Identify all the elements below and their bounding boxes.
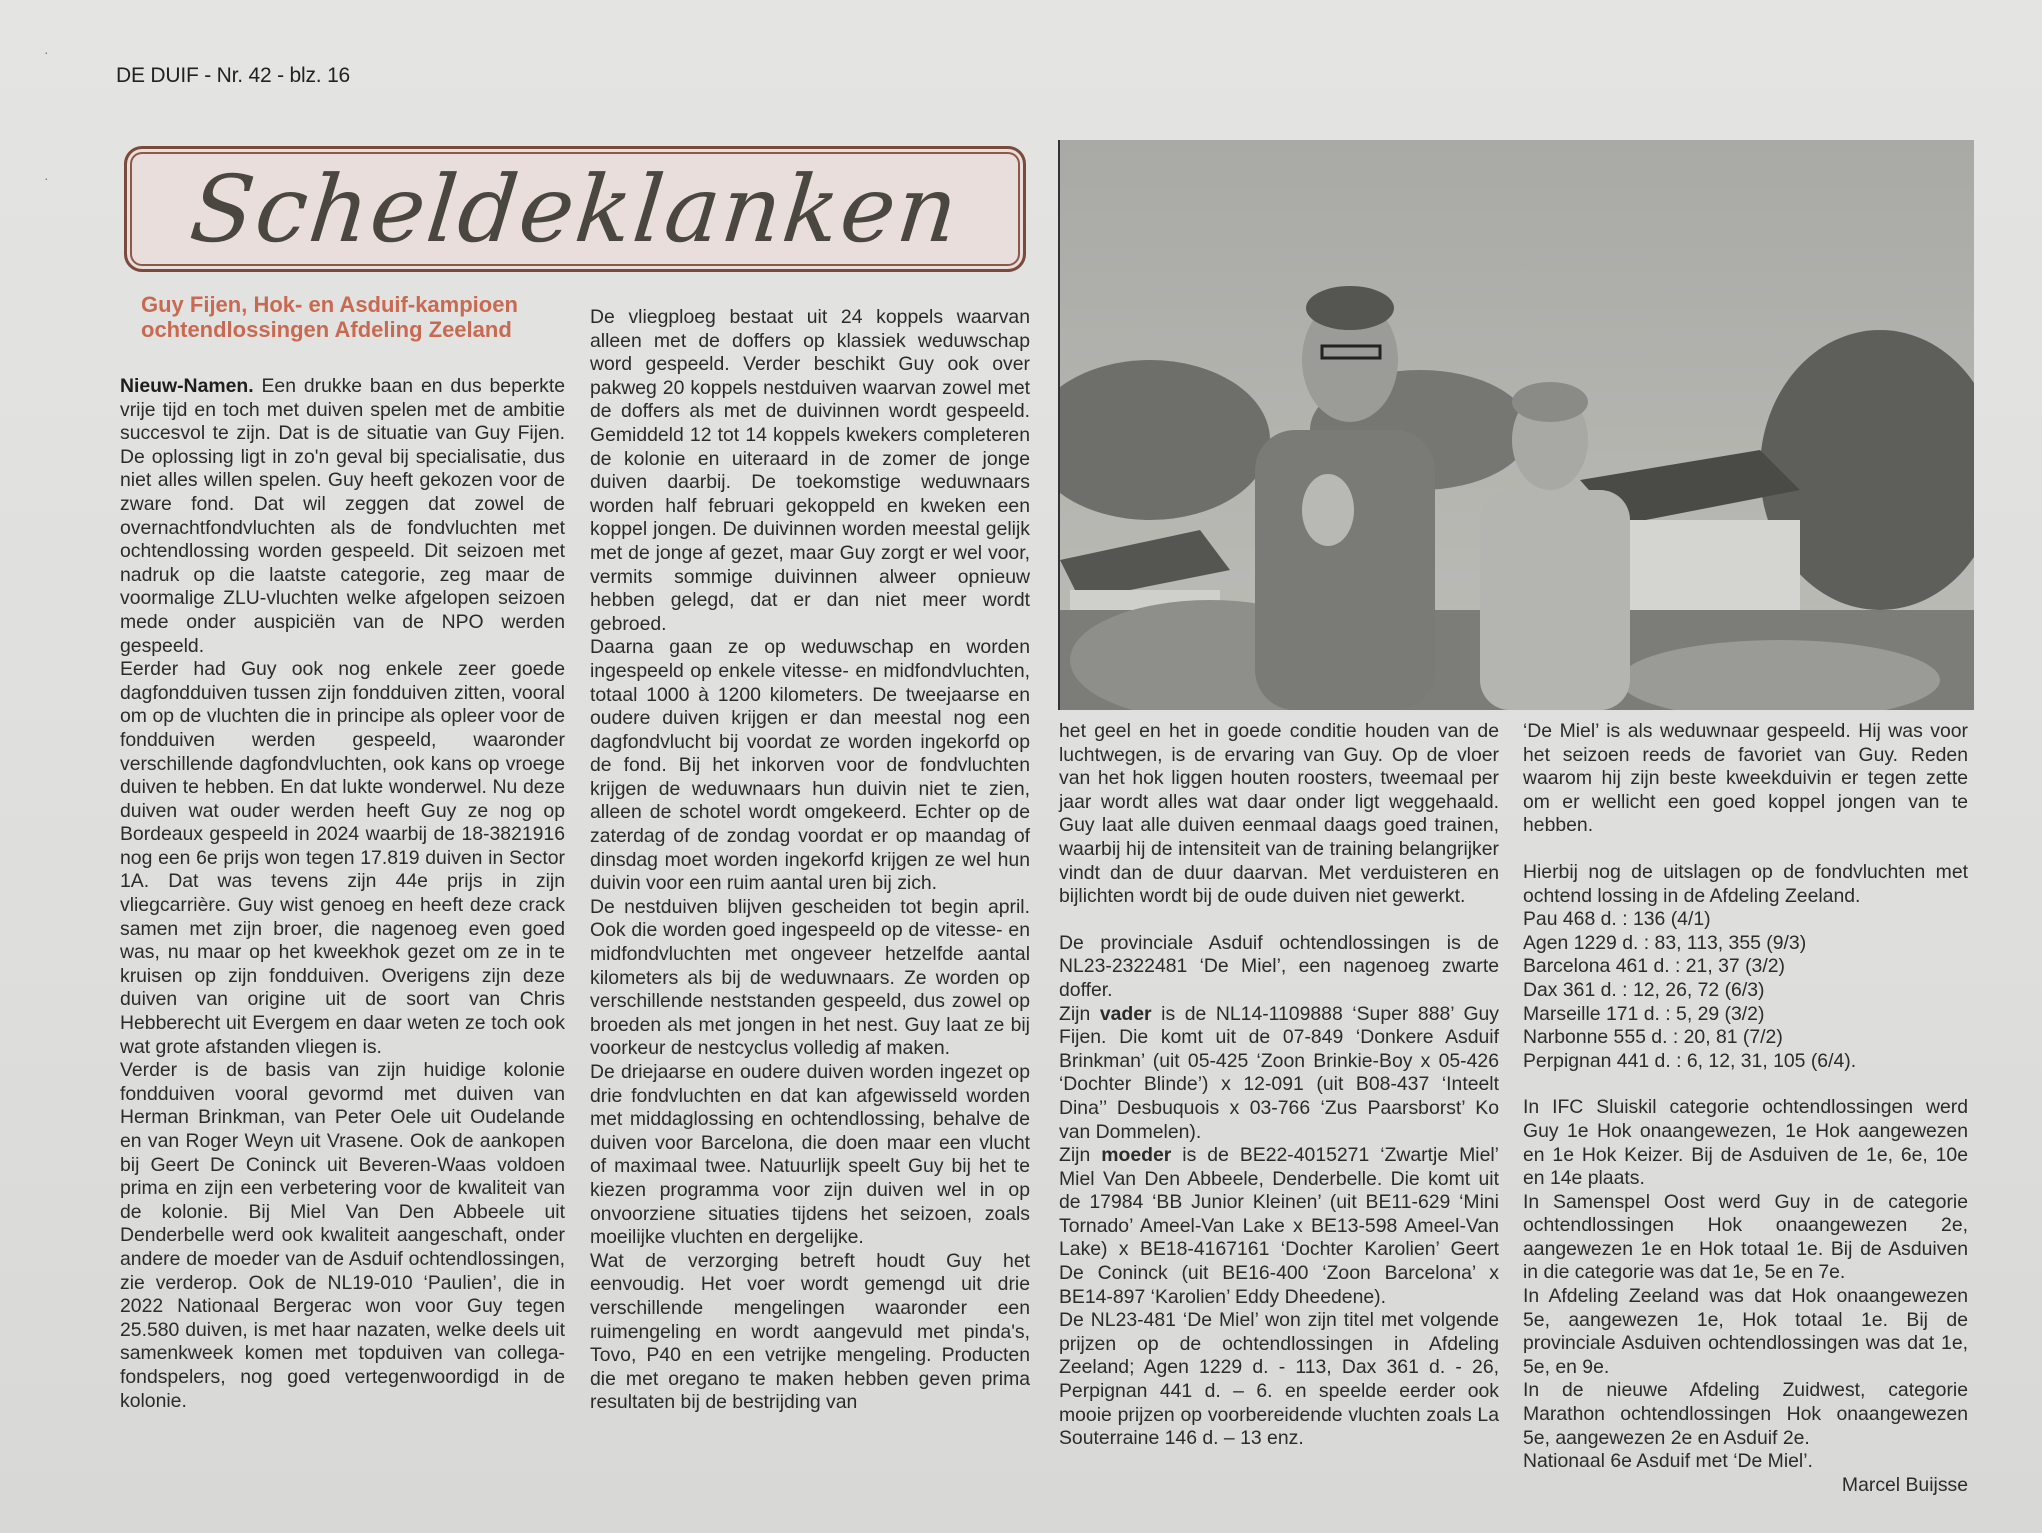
paragraph-vader: Zijn vader is de NL14-1109888 ‘Super 888’ Guy Fijen. Die komt uit de 07-849 ‘Donkere Asduif Brinkman’ (uit 05-425 ‘Zoon Brinkie-Boy x 05-426 ‘Dochter Blinde’) x 12-091 (uit B08-437 ‘Inteelt Dina’’ Desbuquois x 03-766 ‘Zus Paarsborst’ Ko van Dommelen).: [1059, 1002, 1500, 1143]
margin-mark: ·: [44, 44, 49, 60]
paragraph-moeder: Zijn moeder is de BE22-4015271 ‘Zwartje Miel’ Miel Van Den Abbeele, Denderbelle. Die komt uit de 17984 ‘BB Junior Kleinen’ (uit BE11-629 ‘Mini Tornado’ Ameel-Van Lake x BE13-598 Ameel-Van Lake) x BE18-4167161 ‘Dochter Karolien’ Geert De Coninck (uit BE16-400 ‘Zoon Barcelona’ x BE14-897 ‘Karolien’ Eddy Dheedene).: [1059, 1144, 1499, 1308]
article-photo: [1058, 140, 1974, 710]
result-item: Barcelona 461 d. : 21, 37 (3/2): [1523, 955, 1785, 978]
spacer: [1523, 1073, 1968, 1096]
masthead-title: Scheldeklanken: [185, 155, 965, 263]
paragraph: Verder is de basis van zijn huidige kolonie fondduiven vooral gevormd met duiven van Herman Brinkman, van Peter Oele uit Oudelande en van Roger Weyn uit Vrasene. Ook de aankopen bij Geert De Coninck uit Beveren-Waas voldoen prima en zijn een verbetering voor de kwaliteit van de kolonie. Bij Miel Van Den Abbeele uit Denderbelle werd ook kwaliteit aangeschaft, onder andere de moeder van de Asduif ochtendlossingen, zie verderop. Ook de NL19-010 ‘Paulien’, die in 2022 Nationaal Bergerac won voor Guy tegen 25.580 duiven, is met haar nazaten, welke deels uit samenkweek komen met topduiven van collega-fondspelers, nog goed vertegenwoordigd in de kolonie.: [120, 1059, 565, 1412]
paragraph: In Samenspel Oost werd Guy in de categorie ochtendlossingen Hok onaangewezen 2e, aangewezen 1e en Hok totaal 1e. Bij de Asduiven in die categorie was dat 1e, 5e en 7e.: [1523, 1190, 1968, 1284]
article-column-1: [120, 375, 565, 1413]
paragraph: Nationaal 6e Asduif met ‘De Miel’.: [1523, 1450, 1813, 1473]
paragraph: De NL23-481 ‘De Miel’ won zijn titel met volgende prijzen op de ochtendlossingen in Afdeling Zeeland; Agen 1229 d. - 113, Dax 361 d. - 26, Perpignan 441 d. – 6. en speelde eerder ook mooie prijzen op voorbereidende vluchten zoals La Souterraine 146 d. – 13 enz.: [1059, 1309, 1499, 1450]
result-item: Agen 1229 d. : 83, 113, 355 (9/3): [1523, 931, 1807, 954]
article-column-2: [590, 306, 1030, 1415]
results-list: [1523, 908, 1968, 1073]
dateline: Nieuw-Namen.: [120, 375, 254, 397]
paragraph: De provinciale Asduif ochtendlossingen is de NL23-2322481 ‘De Miel’, een nagenoeg zwarte doffer.: [1059, 931, 1499, 1001]
paragraph: Eerder had Guy ook nog enkele zeer goede dagfondduiven tussen zijn fondduiven zitten, vooral om op de vluchten die in principe als opleer voor de fondduiven werden gespeeld, waaronder verschillende dagfondvluchten, ook kans op vroege duiven te hebben. En dat lukte wonderwel. Nu deze duiven wat ouder werden heeft Guy ze nog op Bordeaux gespeeld in 2024 waarbij de 18-3821916 nog een 6e prijs won tegen 17.819 duiven in Sector 1A. Dat was tevens zijn 44e prijs in zijn vliegcarrière. Guy wist genoeg en heeft deze crack samen met zijn broer, die nagenoeg even goed was, nu maar op het kweekhok gezet om ze in te kruisen op zijn fondduiven. Overigens zijn deze duiven van origine uit de soort van Chris Hebberecht uit Evergem en daar weten ze toch ook wat grote afstanden vliegen is.: [120, 658, 565, 1058]
paragraph: De vliegploeg bestaat uit 24 koppels waarvan alleen met de doffers op klassiek weduwschap word gespeeld. Verder beschikt Guy ook over pakweg 20 koppels nestduiven waarvan zowel met de doffers als met de duivinnen wordt gespeeld. Gemiddeld 12 tot 14 koppels kwekers completeren de kolonie en uiteraard in de zomer de jonge duiven daarbij. De toekomstige weduwnaars worden half februari gekoppeld en kweken een koppel jongen. De duivinnen worden meestal gelijk met de jonge af gezet, maar Guy zorgt er wel voor, vermits sommige duivinnen alweer opnieuw hebben gelegd, dat er dan niet meer wordt gebroed.: [590, 306, 1030, 635]
paragraph: In IFC Sluiskil categorie ochtendlossingen werd Guy 1e Hok onaangewezen, 1e Hok aangewezen en 1e Hok Keizer. Bij de Asduiven de 1e, 6e, 10e en 14e plaats.: [1523, 1096, 1968, 1190]
running-head: DE DUIF - Nr. 42 - blz. 16: [116, 64, 351, 87]
paragraph: Daarna gaan ze op weduwschap en worden ingespeeld op enkele vitesse- en midfondvluchten, totaal 1000 à 1200 kilometers. De tweejaarse en oudere duiven krijgen er dan meestal nog een dagfondvlucht bij voordat ze worden ingekorfd op de fond. Bij het inkorven voor de fondvluchten krijgen de weduwnaars hun duivin niet te zien, alleen de schotel wordt omgekeerd. Echter op de zaterdag of de zondag voordat er op maandag of dinsdag moet worden ingekorfd krijgen ze wel hun duivin voor een ruim aantal uren bij zich.: [590, 636, 1030, 895]
result-item: Perpignan 441 d. : 6, 12, 31, 105 (6/4).: [1523, 1049, 1857, 1072]
paragraph: In Afdeling Zeeland was dat Hok onaangewezen 5e, aangewezen 1e, Hok totaal 1e. Bij de provinciale Asduiven ochtendlossingen was dat 1e, 5e, en 9e.: [1523, 1285, 1968, 1378]
author-byline: Marcel Buijsse: [1841, 1473, 1968, 1496]
results-intro: Hierbij nog de uitslagen op de fondvluchten met ochtend lossing in de Afdeling Zeeland.: [1523, 860, 1968, 907]
paragraph: De nestduiven blijven gescheiden tot begin april. Ook die worden goed ingespeeld op de vitesse- en midfondvluchten met ongeveer hetzelfde aantal kilometers als bij de weduwnaars. Ze worden op verschillende neststanden gespeeld, dus zowel op broeden als met jongen in het nest. Guy laat ze bij voorkeur de nestcyclus volledig af maken.: [590, 895, 1030, 1060]
article-column-3: [1059, 720, 1499, 1451]
spacer: [1523, 838, 1968, 861]
result-item: Dax 361 d. : 12, 26, 72 (6/3): [1523, 978, 1765, 1001]
paragraph: De driejaarse en oudere duiven worden ingezet op drie fondvluchten en dat kan afgewisseld worden met middaglossing en ochtendlossing, behalve de duiven voor Barcelona, die doen maar een vlucht of maximaal twee. Natuurlijk speelt Guy bij het te kiezen programma voor zijn duiven wel in op onvoorziene situaties tijdens het seizoen, zoals moeilijke vluchten en dergelijke.: [590, 1061, 1030, 1249]
masthead-banner: [124, 146, 1026, 272]
paragraph: ‘De Miel’ is als weduwnaar gespeeld. Hij was voor het seizoen reeds de favoriet van Guy. Reden waarom hij zijn beste kweekduivin er tegen zette om er wellicht een goed koppel jongen van te hebben.: [1523, 720, 1968, 837]
article-column-4: [1523, 720, 1968, 1497]
paragraph: In de nieuwe Afdeling Zuidwest, categorie Marathon ochtendlossingen Hok onaangewezen 5e, aangewezen 2e en Asduif 2e.: [1523, 1379, 1968, 1449]
paragraph: Wat de verzorging betreft houdt Guy het eenvoudig. Het voer wordt gemengd uit drie verschillende mengelingen waaronder een ruimengeling en wordt aangevuld met pinda's, Tovo, P40 en een vetrijke mengeling. Producten die met oregano te maken hebben geven prima resultaten bij de bestrijding van: [590, 1249, 1030, 1414]
result-item: Pau 468 d. : 136 (4/1): [1523, 908, 1711, 931]
spacer: [1059, 909, 1499, 932]
result-item: Narbonne 555 d. : 20, 81 (7/2): [1523, 1026, 1783, 1049]
paragraph: Nieuw-Namen. Een drukke baan en dus beperkte vrije tijd en toch met duiven spelen met de ambitie succesvol te zijn. Dat is de situatie van Guy Fijen. De oplossing ligt in zo'n geval bij specialisatie, dus niet alles willen spelen. Guy heeft gekozen voor de zware fond. Dat wil zeggen dat zowel de overnachtfondvluchten als de fondvluchten met ochtendlossing worden gespeeld. Dit seizoen met nadruk op die laatste categorie, zeg maar de voormalige ZLU-vluchten welke afgelopen seizoen mede onder auspiciën van de NPO werden gespeeld.: [120, 375, 565, 657]
margin-mark: ·: [44, 170, 49, 186]
photo-man-woman-pigeon: [1060, 140, 1974, 710]
paragraph: het geel en het in goede conditie houden van de luchtwegen, is de ervaring van Guy. Op de vloer van het hok liggen houten roosters, tweemaal per jaar wordt alles wat daar onder ligt weggehaald. Guy laat alle duiven eenmaal daags goed trainen, waarbij hij de intensiteit van de training belangrijker vindt dan de duur daarvan. Met verduisteren en bijlichten wordt bij de oude duiven niet gewerkt.: [1059, 720, 1499, 908]
article-subhead: Guy Fijen, Hok- en Asduif-kampioen ochtendlossingen Afdeling Zeeland: [141, 292, 518, 342]
result-item: Marseille 171 d. : 5, 29 (3/2): [1523, 1002, 1765, 1025]
